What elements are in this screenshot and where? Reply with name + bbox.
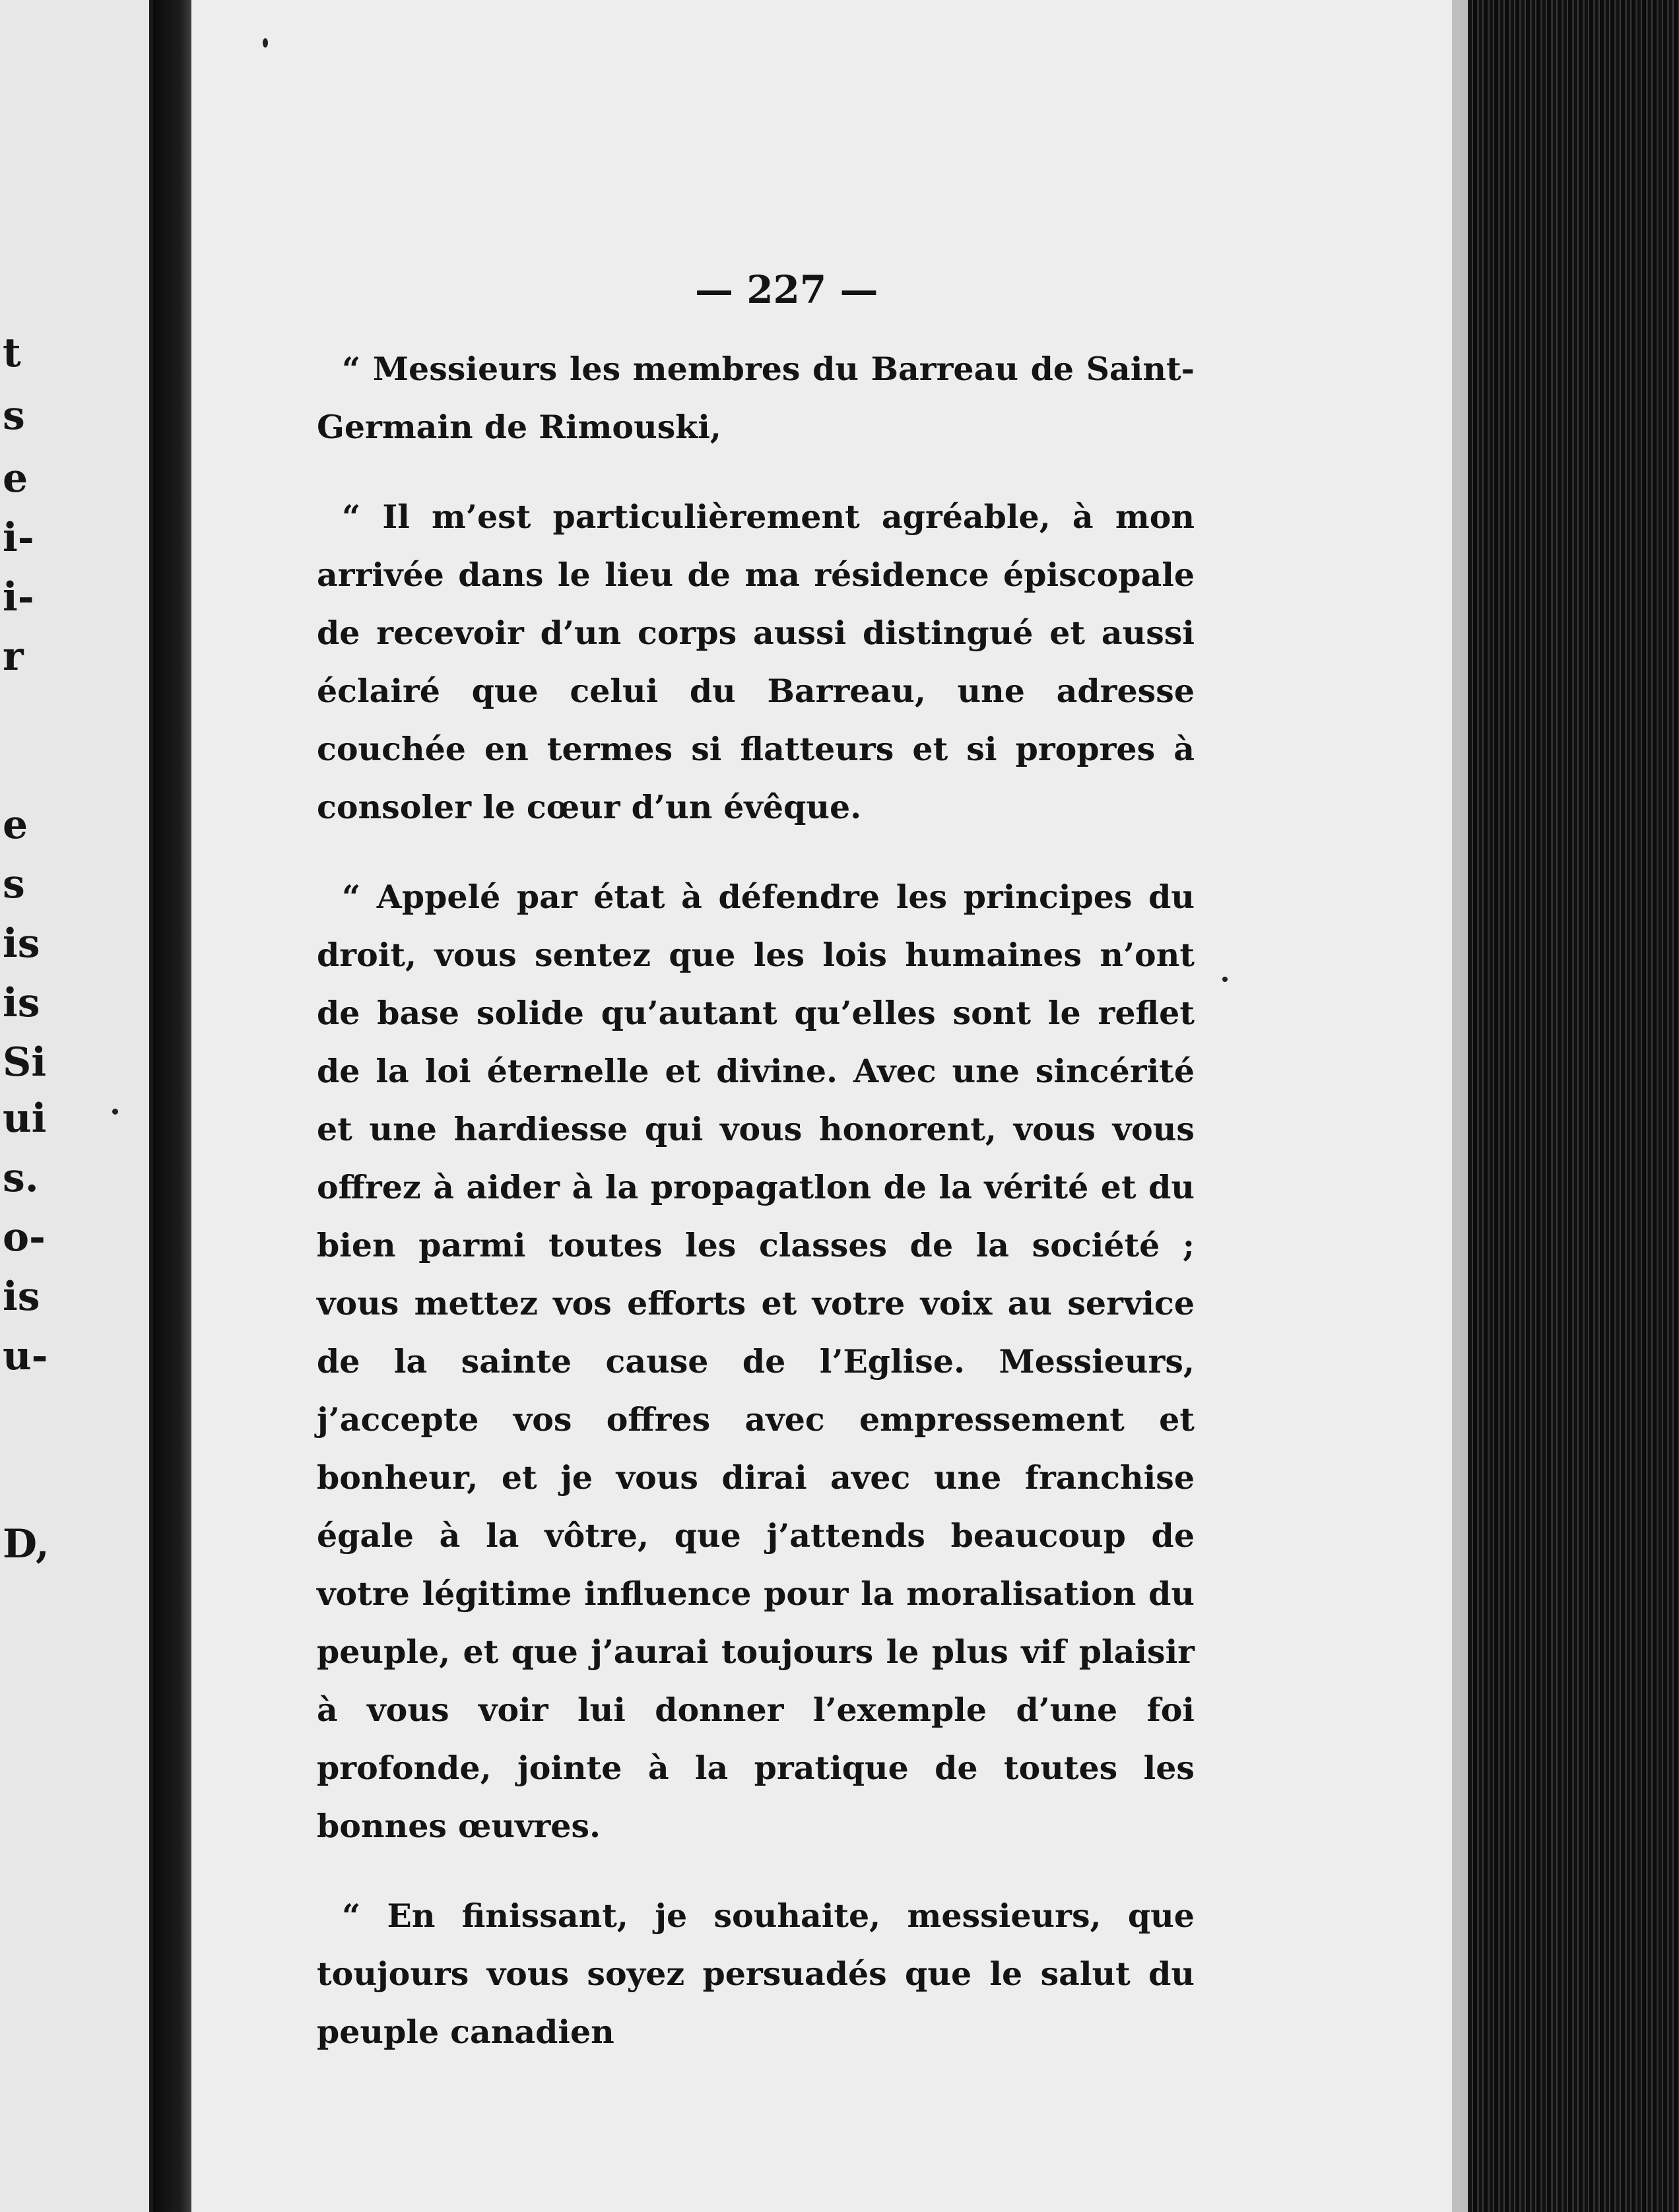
left-page-fragment: i-: [3, 574, 34, 620]
scan-speck: [1222, 977, 1228, 982]
left-page-fragment: u-: [3, 1333, 48, 1379]
page-number: — 227 —: [695, 267, 878, 312]
left-page-fragment: s.: [3, 1155, 39, 1201]
page-stack-edges: [1452, 0, 1679, 2212]
left-page-fragment: s: [3, 393, 25, 439]
left-page-fragment: t: [3, 330, 21, 376]
left-page-fragment: Si: [3, 1039, 47, 1086]
paragraph-salutation: “ Messieurs les membres du Barreau de Saint-Germain de Rimouski,: [317, 350, 1195, 446]
paragraph: “ Il m’est particulièrement agréable, à mon arrivée dans le lieu de ma résidence épiscopale de recevoir d’un corps aussi distingué et aussi éclairé que celui du Barreau, une adresse couchée en termes si flatteurs et si propres à consoler le cœur d’un évêque.: [317, 498, 1195, 826]
scan-speck: [263, 38, 268, 48]
left-page-fragment: e: [3, 455, 28, 502]
left-page-fragment: ui: [3, 1095, 47, 1142]
paragraph: “ En finissant, je souhaite, messieurs, que toujours vous soyez persuadés que le salut du peuple canadien: [317, 1897, 1195, 2051]
left-page-fragment: is: [3, 980, 40, 1026]
left-page-fragment: r: [3, 634, 24, 680]
page-body: [317, 340, 1195, 2051]
left-page-fragment: is: [3, 1274, 40, 1320]
left-page-edge: [0, 0, 153, 2212]
scan-speck: [112, 1109, 118, 1115]
left-page-fragment: D,: [3, 1521, 49, 1567]
left-page-fragment: i-: [3, 515, 34, 561]
paragraph: “ Appelé par état à défendre les principes du droit, vous sentez que les lois humaines n’ont de base solide qu’autant qu’elles sont le reflet de la loi éternelle et divine. Avec une sincérité et une hardiesse qui vous honorent, vous vous offrez à aider à la propagatlon de la vérité et du bien parmi toutes les classes de la société ; vous mettez vos efforts et votre voix au service de la sainte cause de l’Eglise. Messieurs, j’accepte vos offres avec empressement et bonheur, et je vous dirai avec une franchise égale à la vôtre, que j’attends beaucoup de votre légitime influence pour la moralisation du peuple, et que j’aurai toujours le plus vif plaisir à vous voir lui donner l’exemple d’une foi profonde, jointe à la pratique de toutes les bonnes œuvres.: [317, 878, 1195, 1845]
left-page-fragment: e: [3, 802, 28, 848]
left-page-fragment: s: [3, 861, 25, 907]
left-page-fragment: is: [3, 921, 40, 967]
left-page-fragment: o-: [3, 1214, 46, 1260]
